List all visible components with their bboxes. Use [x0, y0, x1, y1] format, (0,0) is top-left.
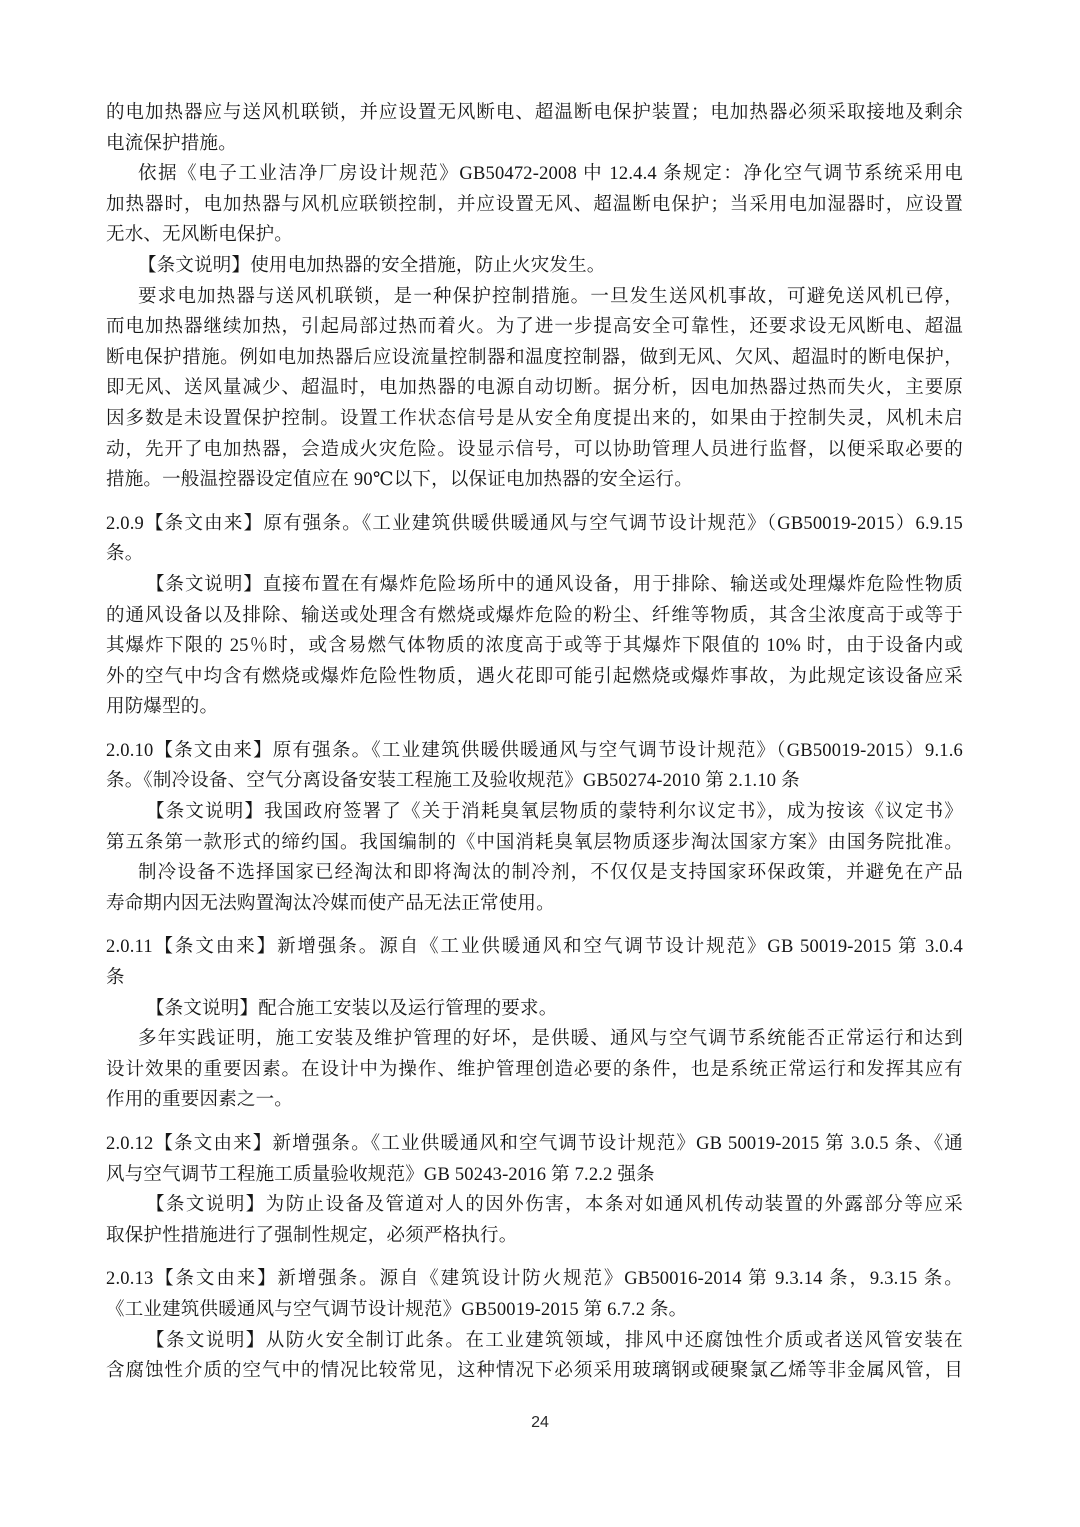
text-line: 2.0.12【条文由来】新增强条。《工业供暖通风和空气调节设计规范》GB 50019-2015 第 3.0.5 条、《通: [106, 1134, 963, 1154]
text-line: 【条文说明】我国政府签署了《关于消耗臭氧层物质的蒙特利尔议定书》，成为按该《议定书》: [146, 802, 963, 823]
text-line: 2.0.9【条文由来】原有强条。《工业建筑供暖供暖通风与空气调节设计规范》（GB50019-2015）6.9.15: [106, 513, 963, 534]
text-line: 无水、无风断电保护。: [106, 225, 294, 246]
text-line: 设计效果的重要因素。在设计中为操作、维护管理创造必要的条件，也是系统正常运行和发挥其应有: [106, 1059, 963, 1080]
text-line: 含腐蚀性介质的空气中的情况比较常见，这种情况下必须采用玻璃钢或硬聚氯乙烯等非金属风管，目: [106, 1361, 963, 1382]
text-line: 措施。一般温控器设定值应在 90℃以下，以保证电加热器的安全运行。: [106, 470, 693, 491]
text-line: 其爆炸下限的 25％时，或含易燃气体物质的浓度高于或等于其爆炸下限值的 10% 时，由于设备内或: [106, 636, 963, 657]
text-line: 制冷设备不选择国家已经淘汰和即将淘汰的制冷剂，不仅仅是支持国家环保政策，并避免在产品: [138, 863, 963, 884]
text-line: 因多数是未设置保护控制。设置工作状态信号是从安全角度提出来的，如果由于控制失灵，风机未启: [106, 408, 963, 429]
text-line: 2.0.11【条文由来】新增强条。源自《工业供暖通风和空气调节设计规范》GB 50019-2015 第 3.0.4: [106, 937, 963, 958]
text-line: 【条文说明】配合施工安装以及运行管理的要求。: [146, 998, 558, 1019]
text-line: 依据《电子工业洁净厂房设计规范》GB50472-2008 中 12.4.4 条规定：净化空气调节系统采用电: [138, 164, 963, 185]
text-line: 即无风、送风量减少、超温时，电加热器的电源自动切断。据分析，因电加热器过热而失火，主要原: [106, 378, 963, 399]
text-line: 【条文说明】直接布置在有爆炸危险场所中的通风设备，用于排除、输送或处理爆炸危险性物质: [146, 574, 963, 595]
text-line: 外的空气中均含有燃烧或爆炸危险性物质，遇火花即可能引起燃烧或爆炸事故，为此规定该设备应采: [106, 666, 963, 687]
text-line: 《工业建筑供暖通风与空气调节设计规范》GB50019-2015 第 6.7.2 条。: [106, 1299, 688, 1320]
text-line: 加热器时，电加热器与风机应联锁控制，并应设置无风、超温断电保护；当采用电加湿器时，应设置: [106, 194, 963, 215]
text-line: 第五条第一款形式的缔约国。我国编制的《中国消耗臭氧层物质逐步淘汰国家方案》由国务院批准。: [106, 832, 963, 853]
text-line: 电流保护措施。: [106, 133, 237, 154]
text-line: 而电加热器继续加热，引起局部过热而着火。为了进一步提高安全可靠性，还要求设无风断电、超温: [106, 317, 963, 338]
text-line: 风与空气调节工程施工质量验收规范》GB 50243-2016 第 7.2.2 强条: [106, 1164, 655, 1185]
text-line: 多年实践证明，施工安装及维护管理的好坏，是供暖、通风与空气调节系统能否正常运行和达到: [138, 1029, 963, 1050]
text-line: 的电加热器应与送风机联锁，并应设置无风断电、超温断电保护装置；电加热器必须采取接地及剩余: [106, 103, 963, 123]
document-body: [106, 98, 963, 1387]
text-line: 2.0.10【条文由来】原有强条。《工业建筑供暖供暖通风与空气调节设计规范》（GB50019-2015）9.1.6: [106, 740, 963, 761]
text-line: 断电保护措施。例如电加热器后应设流量控制器和温度控制器，做到无风、欠风、超温时的断电保护，: [106, 347, 963, 368]
text-line: 2.0.13【条文由来】新增强条。源自《建筑设计防火规范》GB50016-2014 第 9.3.14 条，9.3.15 条。: [106, 1269, 963, 1290]
page-number: 24: [531, 1414, 549, 1431]
text-line: 寿命期内因无法购置淘汰冷媒而使产品无法正常使用。: [106, 893, 555, 914]
text-line: 条。: [106, 544, 144, 565]
text-line: 的通风设备以及排除、输送或处理含有燃烧或爆炸危险的粉尘、纤维等物质，其含尘浓度高于或等于: [106, 605, 963, 626]
text-line: 取保护性措施进行了强制性规定，必须严格执行。: [106, 1225, 518, 1246]
text-line: 【条文说明】为防止设备及管道对人的因外伤害，本条对如通风机传动装置的外露部分等应采: [146, 1195, 963, 1216]
text-line: 【条文说明】从防火安全制订此条。在工业建筑领域，排风中还腐蚀性介质或者送风管安装在: [146, 1330, 963, 1351]
text-line: 要求电加热器与送风机联锁，是一种保护控制措施。一旦发生送风机事故，可避免送风机已停，: [138, 286, 963, 307]
text-line: 【条文说明】使用电加热器的安全措施，防止火灾发生。: [138, 255, 606, 276]
text-line: 动，先开了电加热器，会造成火灾危险。设显示信号，可以协助管理人员进行监督，以便采取必要的: [106, 439, 963, 460]
text-line: 作用的重要因素之一。: [106, 1090, 294, 1111]
text-line: 用防爆型的。: [106, 697, 219, 718]
text-line: 条: [106, 968, 125, 989]
text-line: 条。《制冷设备、空气分离设备安装工程施工及验收规范》GB50274-2010 第 2.1.10 条: [106, 771, 800, 792]
